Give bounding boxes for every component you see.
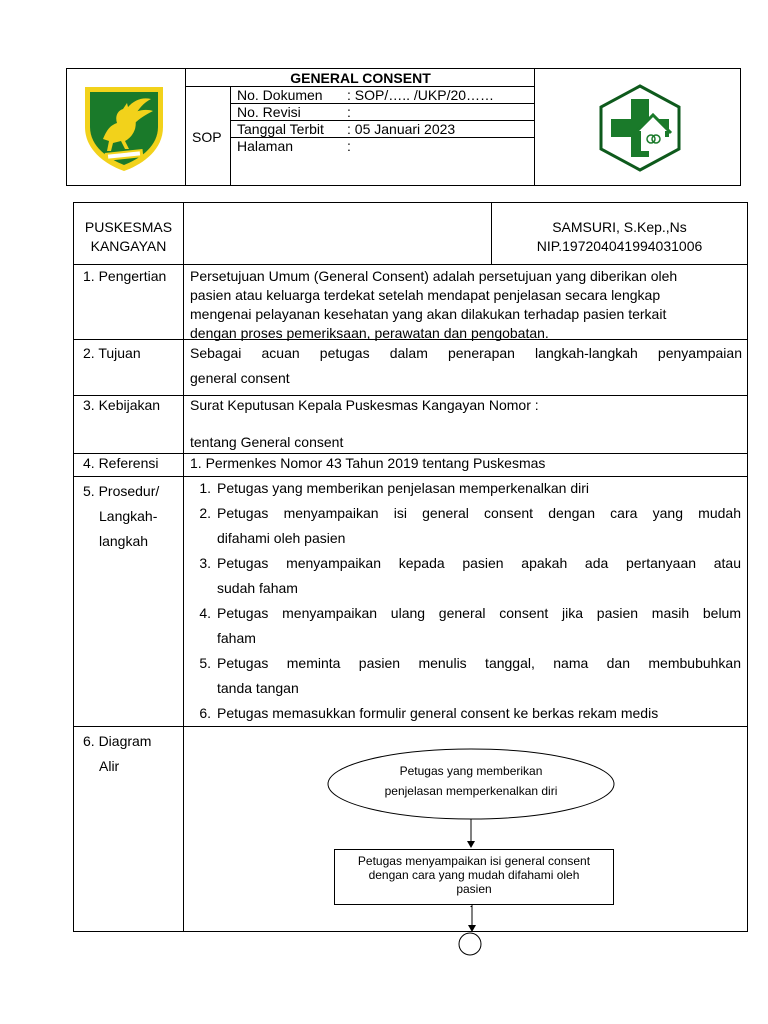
meta-row-halaman: Halaman : (237, 138, 351, 154)
document-title: GENERAL CONSENT (290, 70, 431, 86)
label-tujuan: 2. Tujuan (83, 345, 141, 361)
tujuan-line1: Sebagai acuan petugas dalam penerapan langkah-langkah penyampaian (190, 345, 742, 361)
label-diagram: 6. Diagram Alir (83, 733, 152, 774)
meta-row-tanggal: Tanggal Terbit : 05 Januari 2023 (237, 121, 456, 137)
signer-name: SAMSURI, S.Kep.,Ns (552, 219, 687, 235)
meta-row-dokumen: No. Dokumen : SOP/….. /UKP/20…… (237, 87, 495, 103)
procedure-step: 2. Petugas menyampaikan isi general consent dengan cara yang mudah difahami oleh pasien (199, 505, 741, 546)
procedure-step: 5. Petugas meminta pasien menulis tanggal, nama dan membubuhkan tanda tangan (199, 655, 741, 696)
pengertian-text: Persetujuan Umum (General Consent) adalah persetujuan yang diberikan oleh pasien atau keluarga terdekat setelah mendapat penjelasan secara lengkap mengenai pelayanan kesehatan yang akan dilakukan terhadap pasien terkait dengan proses pemeriksaan, perawatan dan pengobatan. (190, 268, 678, 341)
label-prosedur: 5. Prosedur/ Langkah- langkah (83, 483, 160, 549)
kebijakan-line2: tentang General consent (190, 434, 344, 450)
sop-label: SOP (192, 129, 222, 145)
procedure-step: 6. Petugas memasukkan formulir general consent ke berkas rekam medis (199, 705, 659, 721)
flowchart-arrow-down (466, 905, 478, 933)
puskesmas-hexagon-cross-icon (595, 83, 685, 173)
label-referensi: 4. Referensi (83, 455, 159, 471)
document-header (66, 68, 741, 186)
pegasus-shield-emblem-icon (81, 81, 167, 173)
meta-row-revisi: No. Revisi : (237, 104, 351, 120)
flowchart-start-ellipse: Petugas yang memberikan penjelasan memperkenalkan diri (384, 764, 558, 798)
sop-table (73, 202, 748, 932)
puskesmas-name: PUSKESMAS KANGAYAN (84, 219, 173, 254)
label-pengertian: 1. Pengertian (83, 268, 167, 284)
signer-block (492, 218, 747, 256)
offpage-connector-circle (456, 932, 484, 960)
procedure-step: 3. Petugas menyampaikan kepada pasien apakah ada pertanyaan atau sudah faham (199, 555, 741, 596)
signer-nip: NIP.197204041994031006 (536, 238, 703, 254)
kebijakan-line1: Surat Keputusan Kepala Puskesmas Kangayan Nomor : (190, 397, 539, 413)
label-kebijakan: 3. Kebijakan (83, 397, 161, 413)
flowchart-step-box: Petugas menyampaikan isi general consent dengan cara yang mudah difahami oleh pasien (334, 849, 614, 905)
procedure-step: 1. Petugas yang memberikan penjelasan memperkenalkan diri (199, 480, 589, 496)
tujuan-line2: general consent (190, 370, 290, 386)
referensi-text: 1. Permenkes Nomor 43 Tahun 2019 tentang Puskesmas (190, 455, 546, 471)
procedure-step: 4. Petugas menyampaikan ulang general consent jika pasien masih belum faham (199, 605, 741, 646)
